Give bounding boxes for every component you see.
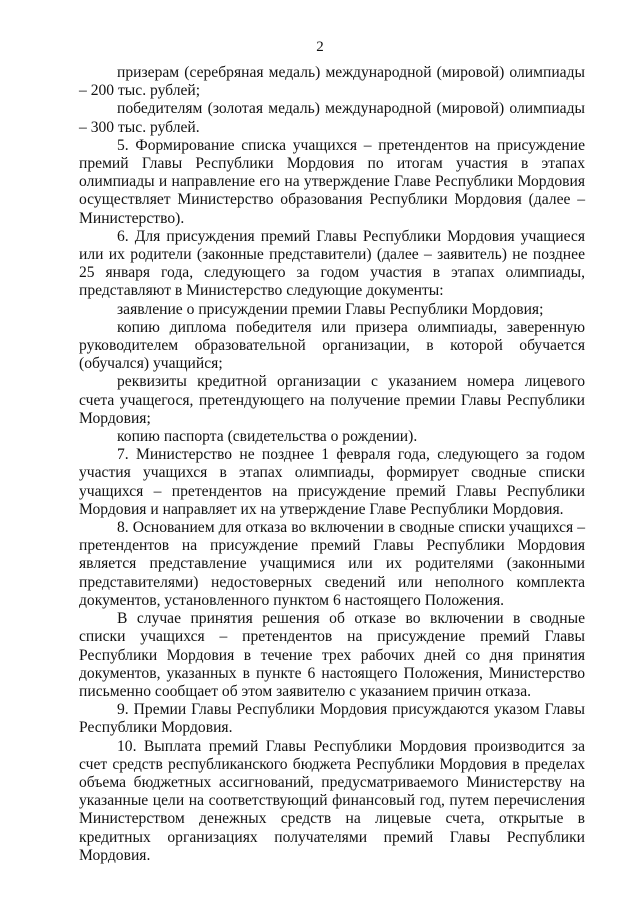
paragraph-gold-medal: победителям (золотая медаль) международной (мировой) олимпиады – 300 тыс. рублей. [79,100,585,136]
paragraph-silver-medal: призерам (серебряная медаль) международной (мировой) олимпиады – 200 тыс. рублей; [79,64,585,100]
paragraph-item-10: 10. Выплата премий Главы Республики Мордовия производится за счет средств республиканского бюджета Республики Мордовия в пределах объема бюджетных ассигнований, предусматриваемого Министерству на указанные цели на соответствующий финансовый год, путем перечисления Министерством денежных средств на лицевые счета, открытые в кредитных организациях получателями премий Главы Республики Мордовия. [79,737,585,864]
paragraph-item-9: 9. Премии Главы Республики Мордовия присуждаются указом Главы Республики Мордовия. [79,701,585,737]
paragraph-bank-details: реквизиты кредитной организации с указанием номера лицевого счета учащегося, претендующего на получение премии Главы Республики Мордовия; [79,373,585,427]
paragraph-item-7: 7. Министерство не позднее 1 февраля года, следующего за годом участия учащихся в этапах олимпиады, формирует сводные списки учащихся – претендентов на присуждение премий Главы Республики Мордовия и направляет их на утверждение Главе Республики Мордовия. [79,446,585,518]
paragraph-item-6: 6. Для присуждения премий Главы Республики Мордовия учащиеся или их родители (законные представители) (далее – заявитель) не позднее 25 января года, следующего за годом участия в этапах олимпиады, представляют в Министерство следующие документы: [79,227,585,300]
page-number: 2 [316,39,324,55]
document-body [79,64,585,865]
paragraph-diploma-copy: копию диплома победителя или призера олимпиады, заверенную руководителем образовательной организации, в которой обучается (обучался) учащийся; [79,318,585,373]
paragraph-passport-copy: копию паспорта (свидетельства о рождении). [117,428,418,446]
paragraph-refusal-notice: В случае принятия решения об отказе во включении в сводные списки учащихся – претендентов на присуждение премий Главы Республики Мордовия в течение трех рабочих дней со дня принятия документов, указанных в пункте 6 настоящего Положения, Министерство письменно сообщает об этом заявителю с указанием причин отказа. [79,610,585,700]
paragraph-application: заявление о присуждении премии Главы Республики Мордовия; [117,300,544,318]
paragraph-item-8: 8. Основанием для отказа во включении в сводные списки учащихся – претендентов на присуждение премий Главы Республики Мордовия является представление учащимися или их родителями (законными представителями) недостоверных сведений или неполного комплекта документов, установленного пунктом 6 настоящего Положения. [79,519,585,609]
paragraph-item-5: 5. Формирование списка учащихся – претендентов на присуждение премий Главы Республики Мордовия по итогам участия в этапах олимпиады и направление его на утверждение Главе Республики Мордовия осуществляет Министерство образования Республики Мордовия (далее – Министерство). [79,136,585,227]
